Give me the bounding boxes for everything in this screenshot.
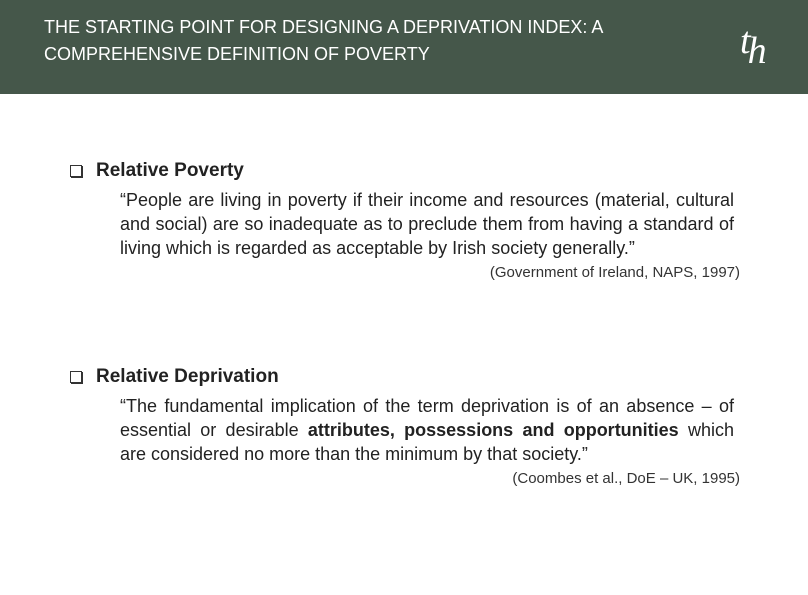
section-heading: Relative Deprivation	[96, 366, 279, 387]
heading-row	[68, 158, 740, 184]
quote-bold-terms: attributes, possessions and opportunities	[307, 420, 679, 440]
slide-title: THE STARTING POINT FOR DESIGNING A DEPRIVATION INDEX: A COMPREHENSIVE DEFINITION OF POVERTY	[44, 17, 603, 64]
section-relative-deprivation	[68, 364, 740, 487]
checkbox-bullet-icon	[70, 371, 82, 383]
checkbox-bullet-icon	[70, 165, 82, 177]
logo	[740, 18, 786, 70]
quote-text	[120, 394, 734, 466]
citation: (Government of Ireland, NAPS, 1997)	[489, 264, 740, 281]
heading-row	[68, 364, 740, 390]
logo-letter-t: t	[740, 20, 748, 62]
section-heading: Relative Poverty	[96, 160, 244, 181]
title-bar	[0, 0, 808, 94]
quote-text-end: which are considered no more than the minimum by that society.”	[120, 420, 734, 464]
section-relative-poverty	[68, 158, 740, 281]
quote-text-start: “The fundamental implication of the term deprivation is of an absence – of essential or desirable	[120, 396, 734, 440]
logo-letter-h: h	[747, 30, 764, 72]
citation: (Coombes et al., DoE – UK, 1995)	[512, 470, 740, 487]
quote-text: “People are living in poverty if their income and resources (material, cultural and social) are so inadequate as to preclude them from having a standard of living which is regarded as acceptable by Irish society generally.”	[120, 190, 734, 258]
